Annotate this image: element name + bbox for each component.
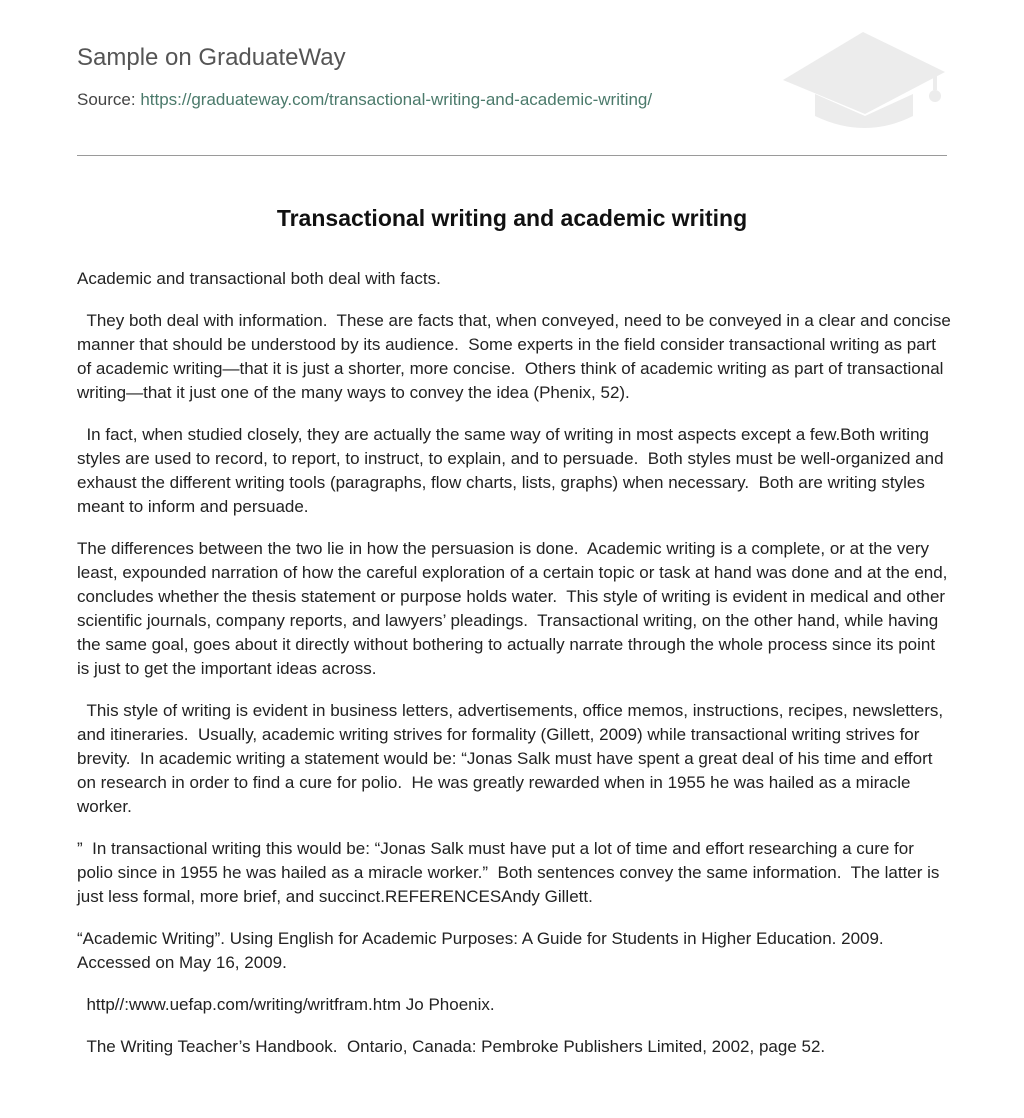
paragraph: They both deal with information. These are facts that, when conveyed, need to be conveyed in a clear and concise manner that should be understood by its audience. Some experts in the field consider transactional writing as part of academic writing—that it is just a shorter, more concise. Others think of academic writing as part of transactional writing—that it just one of the many ways to convey the idea (Phenix, 52).: [77, 311, 956, 402]
document-body: [77, 267, 956, 1077]
page-header: [77, 30, 947, 156]
paragraph: This style of writing is evident in business letters, advertisements, office memos, instructions, recipes, newsletters, and itineraries. Usually, academic writing strives for formality (Gillett, 2009) while transactional writing strives for brevity. In academic writing a statement would be: “Jonas Salk must have spent a great deal of his time and effort on research in order to find a cure for polio. He was greatly rewarded when in 1955 he was hailed as a miracle worker.: [77, 701, 948, 816]
paragraph: “Academic Writing”. Using English for Academic Purposes: A Guide for Students in Higher Education. 2009. Accessed on May 16, 2009.: [77, 929, 888, 972]
source-link[interactable]: https://graduateway.com/transactional-writing-and-academic-writing/: [140, 90, 653, 109]
site-title: Sample on GraduateWay: [77, 44, 346, 71]
source-line: [77, 90, 652, 110]
paragraph: The Writing Teacher’s Handbook. Ontario, Canada: Pembroke Publishers Limited, 2002, page 52.: [77, 1037, 826, 1056]
header-divider: [77, 155, 947, 156]
paragraph: Academic and transactional both deal with facts.: [77, 269, 441, 288]
document-title: Transactional writing and academic writing: [276, 205, 748, 231]
paragraph: http//:www.uefap.com/writing/writfram.htm Jo Phoenix.: [77, 995, 495, 1014]
paragraph: ” In transactional writing this would be: “Jonas Salk must have put a lot of time and effort researching a cure for polio since in 1955 he was hailed as a miracle worker.” Both sentences convey the same information. The latter is just less formal, more brief, and succinct.REFERENCESAndy Gillett.: [77, 839, 945, 906]
source-label: Source:: [77, 90, 141, 109]
paragraph: The differences between the two lie in how the persuasion is done. Academic writing is a complete, or at the very least, expounded narration of how the careful exploration of a certain topic or task at hand was done and at the end, concludes whether the thesis statement or purpose holds water. This style of writing is evident in medical and other scientific journals, company reports, and lawyers’ pleadings. Transactional writing, on the other hand, while having the same goal, goes about it directly without bothering to actually narrate through the whole process since its point is just to get the important ideas across.: [77, 539, 953, 678]
graduation-cap-icon: [779, 30, 947, 132]
paragraph: In fact, when studied closely, they are actually the same way of writing in most aspects except a few.Both writing styles are used to record, to report, to instruct, to explain, and to persuade. Both styles must be well-organized and exhaust the different writing tools (paragraphs, flow charts, lists, graphs) when necessary. Both are writing styles meant to inform and persuade.: [77, 425, 949, 516]
